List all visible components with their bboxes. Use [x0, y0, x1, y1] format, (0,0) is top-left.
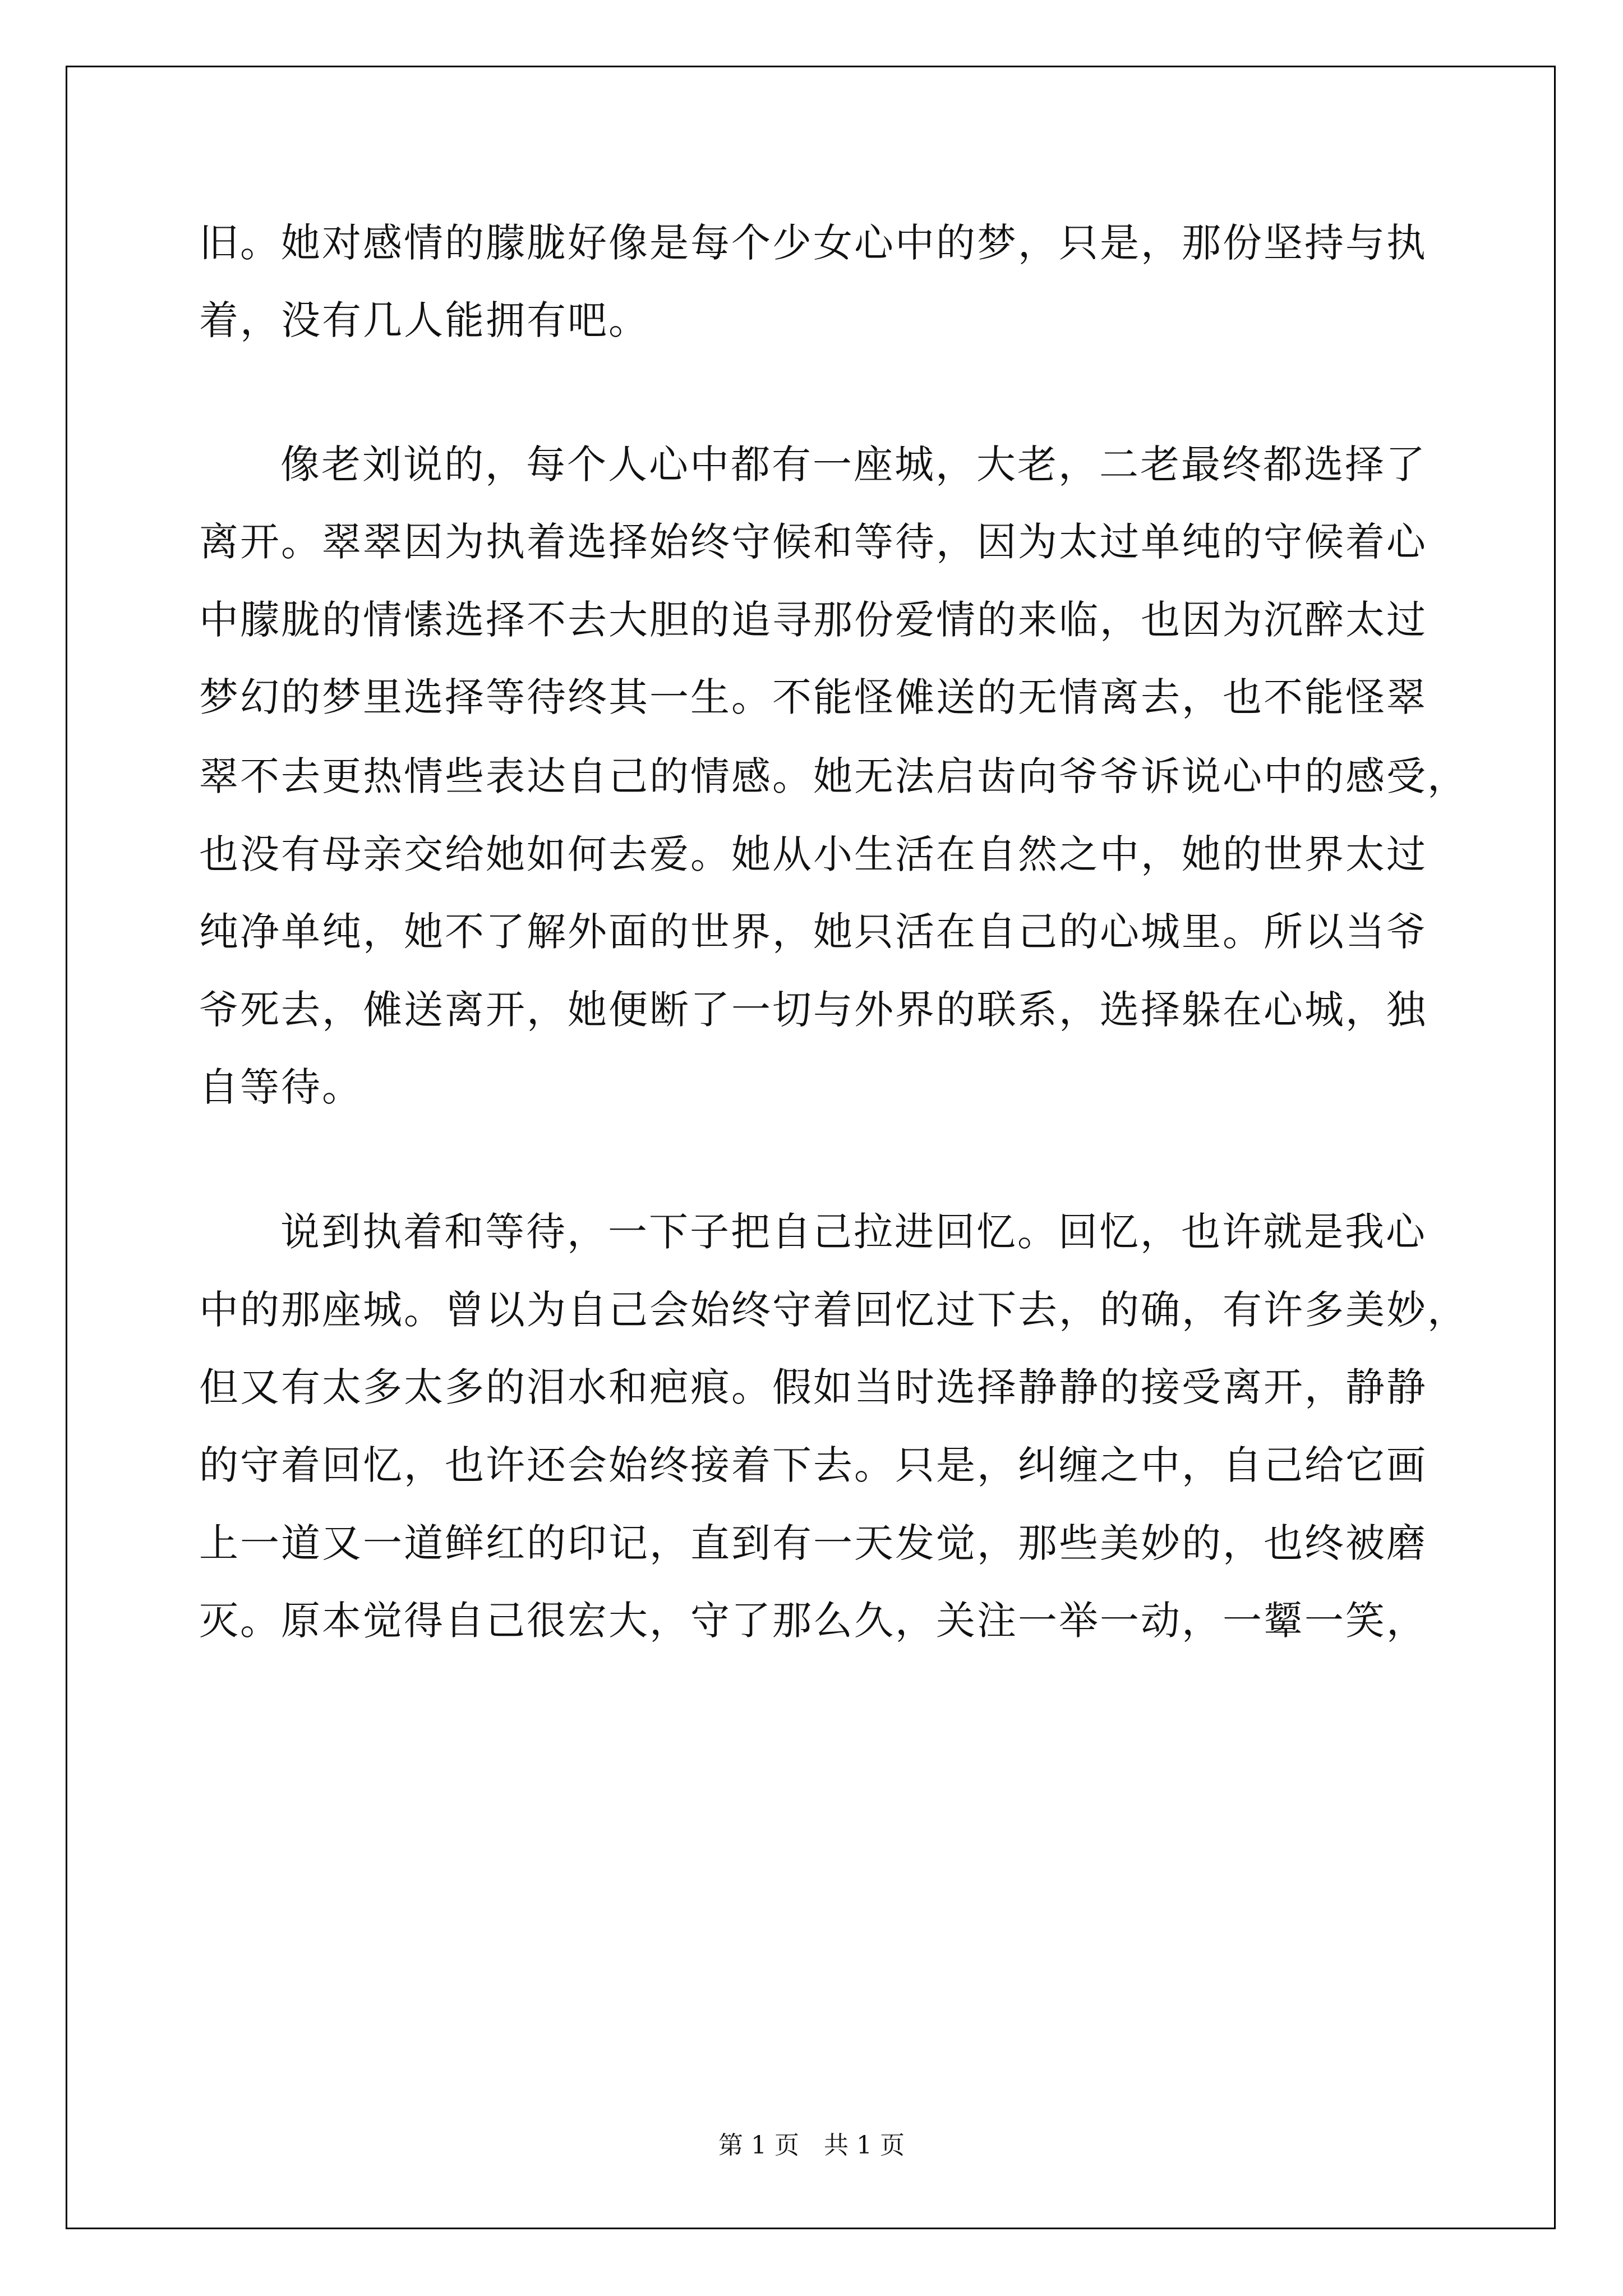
paragraph-start-line: 说到执着和等待，一下子把自己拉进回忆。回忆，也许就是我心 [280, 1209, 1427, 1255]
text-line: 爷死去，傩送离开，她便断了一切与外界的联系，选择躲在心城，独 [199, 987, 1427, 1033]
text-line: 中朦胧的情愫选择不去大胆的追寻那份爱情的来临，也因为沉醉太过 [199, 597, 1427, 643]
text-line: 翠不去更热情些表达自己的情感。她无法启齿向爷爷诉说心中的感受， [199, 753, 1468, 799]
text-line: 但又有太多太多的泪水和疤痕。假如当时选择静静的接受离开，静静 [199, 1364, 1427, 1410]
text-line: 灭。原本觉得自己很宏大，守了那么久，关注一举一动，一颦一笑， [199, 1598, 1427, 1644]
text-line: 纯净单纯，她不了解外面的世界，她只活在自己的心城里。所以当爷 [199, 909, 1427, 955]
text-line: 梦幻的梦里选择等待终其一生。不能怪傩送的无情离去，也不能怪翠 [199, 674, 1427, 720]
text-line: 旧。她对感情的朦胧好像是每个少女心中的梦，只是，那份坚持与执 [199, 220, 1427, 266]
text-line: 离开。翠翠因为执着选择始终守候和等待，因为太过单纯的守候着心 [199, 519, 1427, 565]
page-total: 共 1 页 [824, 2131, 905, 2160]
text-line: 上一道又一道鲜红的印记，直到有一天发觉，那些美妙的，也终被磨 [199, 1520, 1427, 1566]
text-line: 也没有母亲交给她如何去爱。她从小生活在自然之中，她的世界太过 [199, 831, 1427, 877]
page-frame [66, 66, 1556, 2229]
text-line: 中的那座城。曾以为自己会始终守着回忆过下去，的确，有许多美妙， [199, 1287, 1468, 1333]
text-line: 自等待。 [199, 1064, 363, 1110]
paragraph-start-line: 像老刘说的，每个人心中都有一座城，大老，二老最终都选择了 [280, 441, 1427, 487]
page-number: 第 1 页 [718, 2131, 799, 2160]
text-line: 着，没有几人能拥有吧。 [199, 297, 649, 343]
text-line: 的守着回忆，也许还会始终接着下去。只是，纠缠之中，自己给它画 [199, 1442, 1427, 1488]
page-footer [0, 2129, 1623, 2162]
